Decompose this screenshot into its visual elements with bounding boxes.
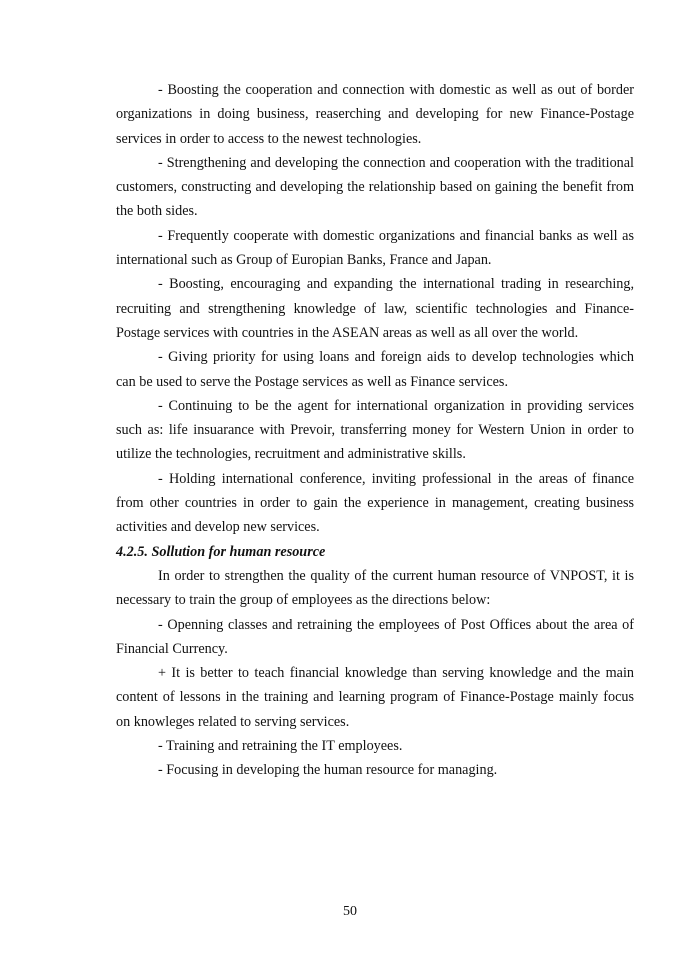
paragraph-openning-classes: - Openning classes and retraining the employees of Post Offices about the area of Financial Currency.: [116, 616, 634, 657]
page-number: 50: [343, 904, 357, 919]
paragraph-it-training: - Training and retraining the IT employees.: [158, 738, 403, 755]
paragraph-domestic-cooperation: - Boosting the cooperation and connection with domestic as well as out of border organizations in doing business, reaserching and developing for new Finance-Postage services in order to access to the newest technologies.: [116, 82, 634, 147]
paragraph-financial-knowledge: + It is better to teach financial knowledge than serving knowledge and the main content of lessons in the training and learning program of Finance-Postage mainly focus on knowleges related to serving services.: [116, 665, 634, 730]
section-heading: 4.2.5. Sollution for human resource: [116, 543, 326, 560]
paragraph-managing-resource: - Focusing in developing the human resource for managing.: [158, 762, 498, 779]
paragraph-international-trading: - Boosting, encouraging and expanding the international trading in researching, recruiting and strengthening knowledge of law, scientific technologies and Finance-Postage services with countries in the ASEAN areas as well as all over the world.: [116, 276, 634, 341]
paragraph-traditional-customers: - Strengthening and developing the connection and cooperation with the traditional customers, constructing and developing the relationship based on gaining the benefit from the both sides.: [116, 154, 634, 220]
paragraph-human-resource-intro: In order to strengthen the quality of the current human resource of VNPOST, it is necessary to train the group of employees as the directions below:: [116, 567, 634, 609]
paragraph-international-conference: - Holding international conference, inviting professional in the areas of finance from other countries in order to gain the experience in management, creating business activities and develop new services.: [116, 470, 634, 536]
body-text: [116, 78, 634, 783]
paragraph-financial-banks: - Frequently cooperate with domestic organizations and financial banks as well as international such as Group of Europian Banks, France and Japan.: [116, 227, 634, 269]
paragraph-agent-services: - Continuing to be the agent for international organization in providing services such as: life insuarance with Prevoir, transferring money for Western Union in order to utilize the technologies, recruitment and administrative skills.: [116, 397, 634, 463]
paragraph-loans-foreign-aids: - Giving priority for using loans and foreign aids to develop technologies which can be used to serve the Postage services as well as Finance services.: [116, 349, 634, 390]
